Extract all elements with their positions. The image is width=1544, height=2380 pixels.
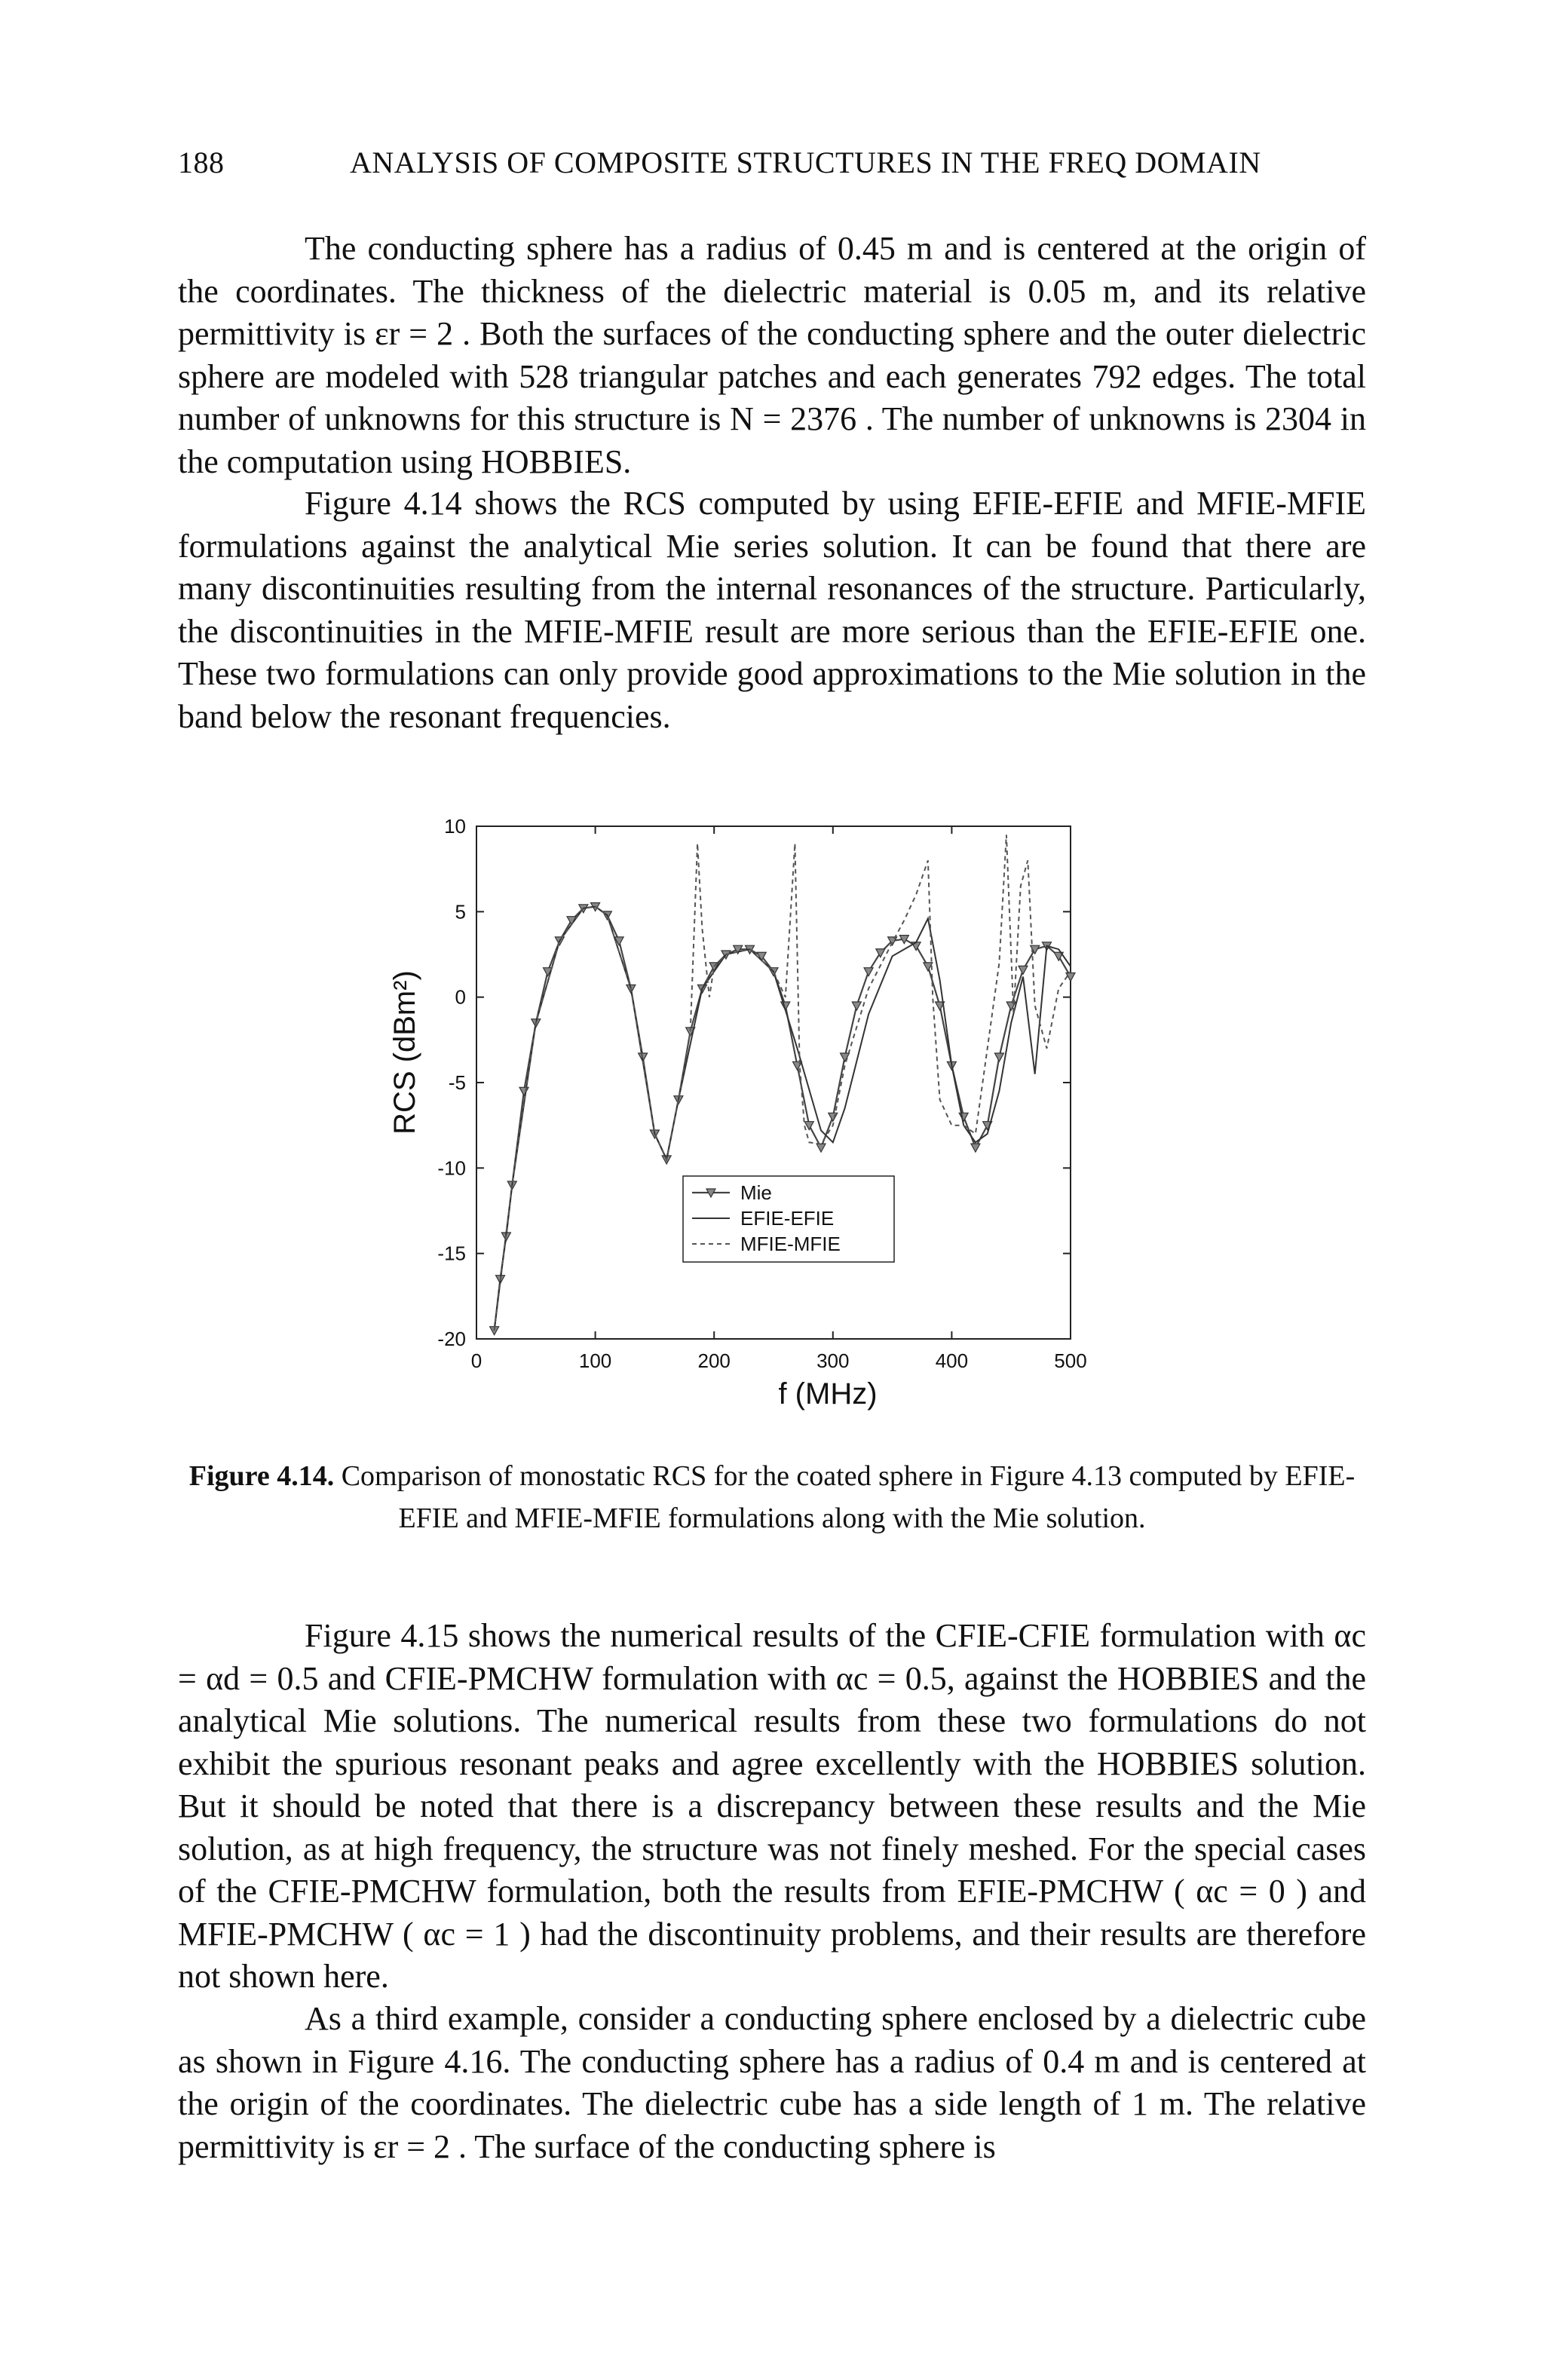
mie-marker (816, 1144, 826, 1152)
legend-label: MFIE-MFIE (740, 1233, 841, 1255)
series-line-efie-efie (495, 907, 1071, 1331)
mie-marker (1019, 966, 1028, 974)
x-tick-label: 500 (1054, 1349, 1087, 1372)
x-tick-label: 400 (935, 1349, 969, 1372)
x-tick-label: 200 (697, 1349, 731, 1372)
legend-label: EFIE-EFIE (740, 1207, 835, 1230)
y-tick-label: -20 (437, 1328, 466, 1350)
paragraph-3: Figure 4.15 shows the numerical results of the CFIE-CFIE formulation with αc = αd = 0.5 and CFIE-PMCHW formulation with αc = 0.5, against the HOBBIES and the analytical Mie solutions. The numerical results from these two formulations do not exhibit the spurious resonant peaks and agree excellently with the HOBBIES solution. But it should be noted that there is a discrepancy between these results and the Mie solution, as at high frequency, the structure was not finely meshed. For the special cases of the CFIE-PMCHW formulation, both the results from EFIE-PMCHW ( αc = 0 ) and MFIE-PMCHW ( αc = 1 ) had the discontinuity problems, and their results are therefore not shown here. (178, 1617, 1366, 1995)
page-number: 188 (178, 145, 225, 179)
y-tick-label: 5 (455, 900, 466, 924)
mie-marker (841, 1053, 850, 1061)
mie-marker (519, 1087, 528, 1095)
x-tick-label: 100 (578, 1349, 612, 1372)
paragraph-2: Figure 4.14 shows the RCS computed by using EFIE-EFIE and MFIE-MFIE formulations against the analytical Mie series solution. It can be found that there are many discontinuities resulting from the internal resonances of the structure. Particularly, the discontinuities in the MFIE-MFIE result are more serious than the EFIE-EFIE one. These two formulations can only provide good approximations to the Mie solution in the band below the resonant frequencies. (178, 485, 1366, 735)
x-tick-label: 300 (816, 1349, 850, 1372)
y-axis-label: RCS (dBm²) (388, 970, 421, 1135)
y-tick-label: 0 (455, 985, 466, 1009)
legend-label: Mie (740, 1181, 772, 1204)
paragraph-4: As a third example, consider a conducting sphere enclosed by a dielectric cube as shown in Figure 4.16. The conducting sphere has a radius of 0.4 m and is centered at the origin of the coordinates. The dielectric cube has a side length of 1 m. The relative permittivity is εr = 2 . The surface of the conducting sphere is (178, 2000, 1366, 2165)
x-tick-label: 0 (470, 1349, 482, 1372)
y-tick-label: -10 (437, 1156, 466, 1180)
y-tick-label: 10 (444, 815, 466, 838)
mie-marker (959, 1113, 968, 1121)
mie-marker (971, 1144, 980, 1152)
series-line-mie (495, 907, 1071, 1331)
mie-marker (876, 949, 885, 957)
running-title: ANALYSIS OF COMPOSITE STRUCTURES IN THE FREQ DOMAIN (350, 145, 1261, 179)
x-axis-label: f (MHz) (778, 1377, 878, 1411)
mie-marker (864, 968, 873, 976)
mie-marker (852, 1002, 861, 1010)
rcs-chart (366, 804, 1166, 1422)
mie-marker (911, 942, 921, 951)
y-tick-label: -15 (437, 1242, 466, 1265)
mie-marker (829, 1113, 838, 1121)
y-tick-label: -5 (448, 1071, 466, 1094)
figure-caption (178, 1455, 1366, 1539)
plot-area (437, 815, 1086, 1372)
figure-caption-text: Comparison of monostatic RCS for the coated sphere in Figure 4.13 computed by EFIE-EFIE and MFIE-MFIE formulations along with the Mie solution. (334, 1460, 1356, 1534)
figure-caption-label: Figure 4.14. (188, 1460, 335, 1492)
mie-marker (994, 1053, 1003, 1061)
paragraph-1: The conducting sphere has a radius of 0.45 m and is centered at the origin of the coordinates. The thickness of the dielectric material is 0.05 m, and its relative permittivity is εr = 2 . Both the surfaces of the conducting sphere and the outer dielectric sphere are modeled with 528 triangular patches and each generates 792 edges. The total number of unknowns for this structure is N = 2376 . The number of unknowns is 2304 in the computation using HOBBIES. (178, 230, 1366, 480)
